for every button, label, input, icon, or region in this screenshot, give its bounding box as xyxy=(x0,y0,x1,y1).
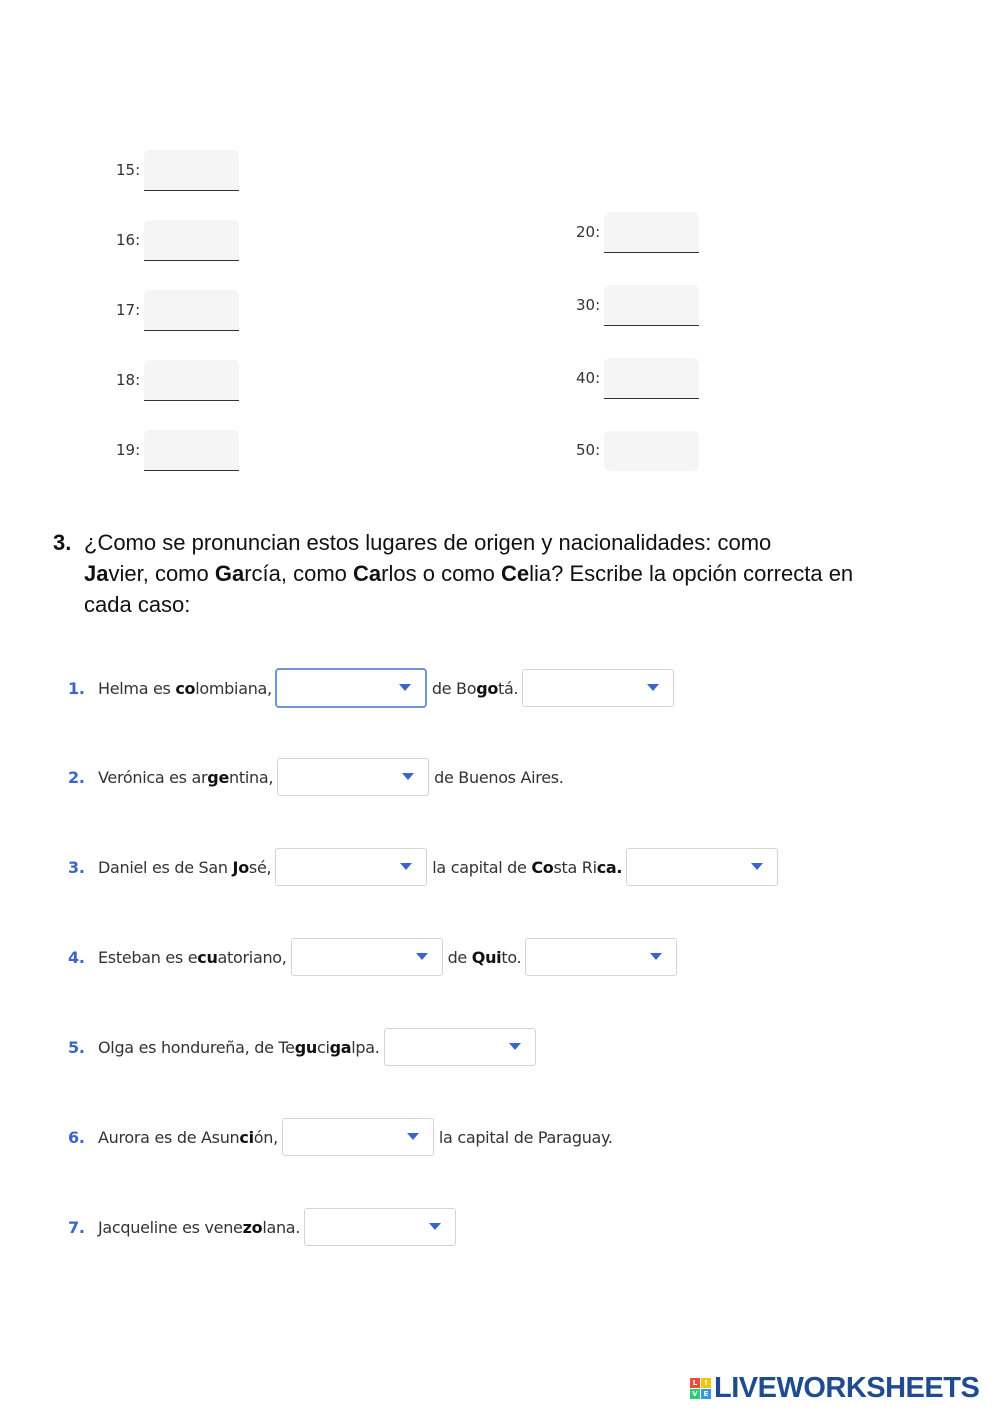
chevron-down-icon xyxy=(400,863,412,870)
number-label: 17: xyxy=(116,301,141,319)
dropdown-select[interactable] xyxy=(282,1118,434,1156)
number-label: 18: xyxy=(116,371,141,389)
item-number: 5. xyxy=(68,1037,85,1057)
chevron-down-icon xyxy=(399,684,411,691)
question-3 xyxy=(53,527,893,620)
dropdown-select[interactable] xyxy=(291,938,443,976)
chevron-down-icon xyxy=(751,863,763,870)
sentence-5: 5. Olga es hondureña, de Te gu ci ga lpa. xyxy=(68,1028,541,1066)
dropdown-select[interactable] xyxy=(522,669,674,707)
item-number: 3. xyxy=(68,857,85,877)
number-row-20 xyxy=(576,212,699,253)
chevron-down-icon xyxy=(650,953,662,960)
number-input-19[interactable] xyxy=(144,430,239,471)
dropdown-select[interactable] xyxy=(275,668,427,708)
dropdown-select[interactable] xyxy=(275,848,427,886)
number-row-50 xyxy=(576,431,699,471)
number-input-16[interactable] xyxy=(144,220,239,261)
number-row-15 xyxy=(116,150,239,191)
number-label: 30: xyxy=(576,296,601,314)
item-number: 1. xyxy=(68,678,85,698)
number-input-50[interactable] xyxy=(604,431,699,471)
number-input-40[interactable] xyxy=(604,358,699,399)
chevron-down-icon xyxy=(416,953,428,960)
dropdown-select[interactable] xyxy=(384,1028,536,1066)
number-row-17 xyxy=(116,290,239,331)
chevron-down-icon xyxy=(402,773,414,780)
item-number: 7. xyxy=(68,1217,85,1237)
number-input-30[interactable] xyxy=(604,285,699,326)
number-row-16 xyxy=(116,220,239,261)
item-number: 6. xyxy=(68,1127,85,1147)
number-label: 15: xyxy=(116,161,141,179)
number-label: 50: xyxy=(576,441,601,459)
number-input-20[interactable] xyxy=(604,212,699,253)
chevron-down-icon xyxy=(647,684,659,691)
number-input-18[interactable] xyxy=(144,360,239,401)
sentence-2: 2. Verónica es ar ge ntina, de Buenos Aires. xyxy=(68,758,564,796)
number-label: 16: xyxy=(116,231,141,249)
dropdown-select[interactable] xyxy=(304,1208,456,1246)
chevron-down-icon xyxy=(429,1223,441,1230)
number-row-18 xyxy=(116,360,239,401)
sentence-4: 4. Esteban es e cu atoriano, de Qui to. xyxy=(68,938,682,976)
question-number: 3. xyxy=(53,530,72,555)
chevron-down-icon xyxy=(509,1043,521,1050)
number-row-19 xyxy=(116,430,239,471)
chevron-down-icon xyxy=(407,1133,419,1140)
dropdown-select[interactable] xyxy=(525,938,677,976)
number-label: 40: xyxy=(576,369,601,387)
number-label: 19: xyxy=(116,441,141,459)
logo-grid-icon: L I V E xyxy=(690,1378,711,1399)
sentence-6: 6. Aurora es de Asun ci ón, la capital de Paraguay. xyxy=(68,1118,613,1156)
logo-text: LIVEWORKSHEETS xyxy=(714,1372,980,1404)
sentence-7: 7. Jacqueline es vene zo lana. xyxy=(68,1208,461,1246)
number-row-30 xyxy=(576,285,699,326)
dropdown-select[interactable] xyxy=(277,758,429,796)
question-text: ¿Como se pronuncian estos lugares de origen y nacionalidades: como Javier, como García, como Carlos o como Celia? Escribe la opción correcta en cada caso: xyxy=(84,530,854,617)
number-label: 20: xyxy=(576,223,601,241)
sentence-1: 1. Helma es co lombiana, de Bo go tá. xyxy=(68,668,679,708)
item-number: 4. xyxy=(68,947,85,967)
liveworksheets-logo xyxy=(690,1372,979,1405)
number-row-40 xyxy=(576,358,699,399)
item-number: 2. xyxy=(68,767,85,787)
number-input-17[interactable] xyxy=(144,290,239,331)
sentence-3: 3. Daniel es de San Jo sé, la capital de Co sta Ri ca. xyxy=(68,848,783,886)
dropdown-select[interactable] xyxy=(626,848,778,886)
number-input-15[interactable] xyxy=(144,150,239,191)
